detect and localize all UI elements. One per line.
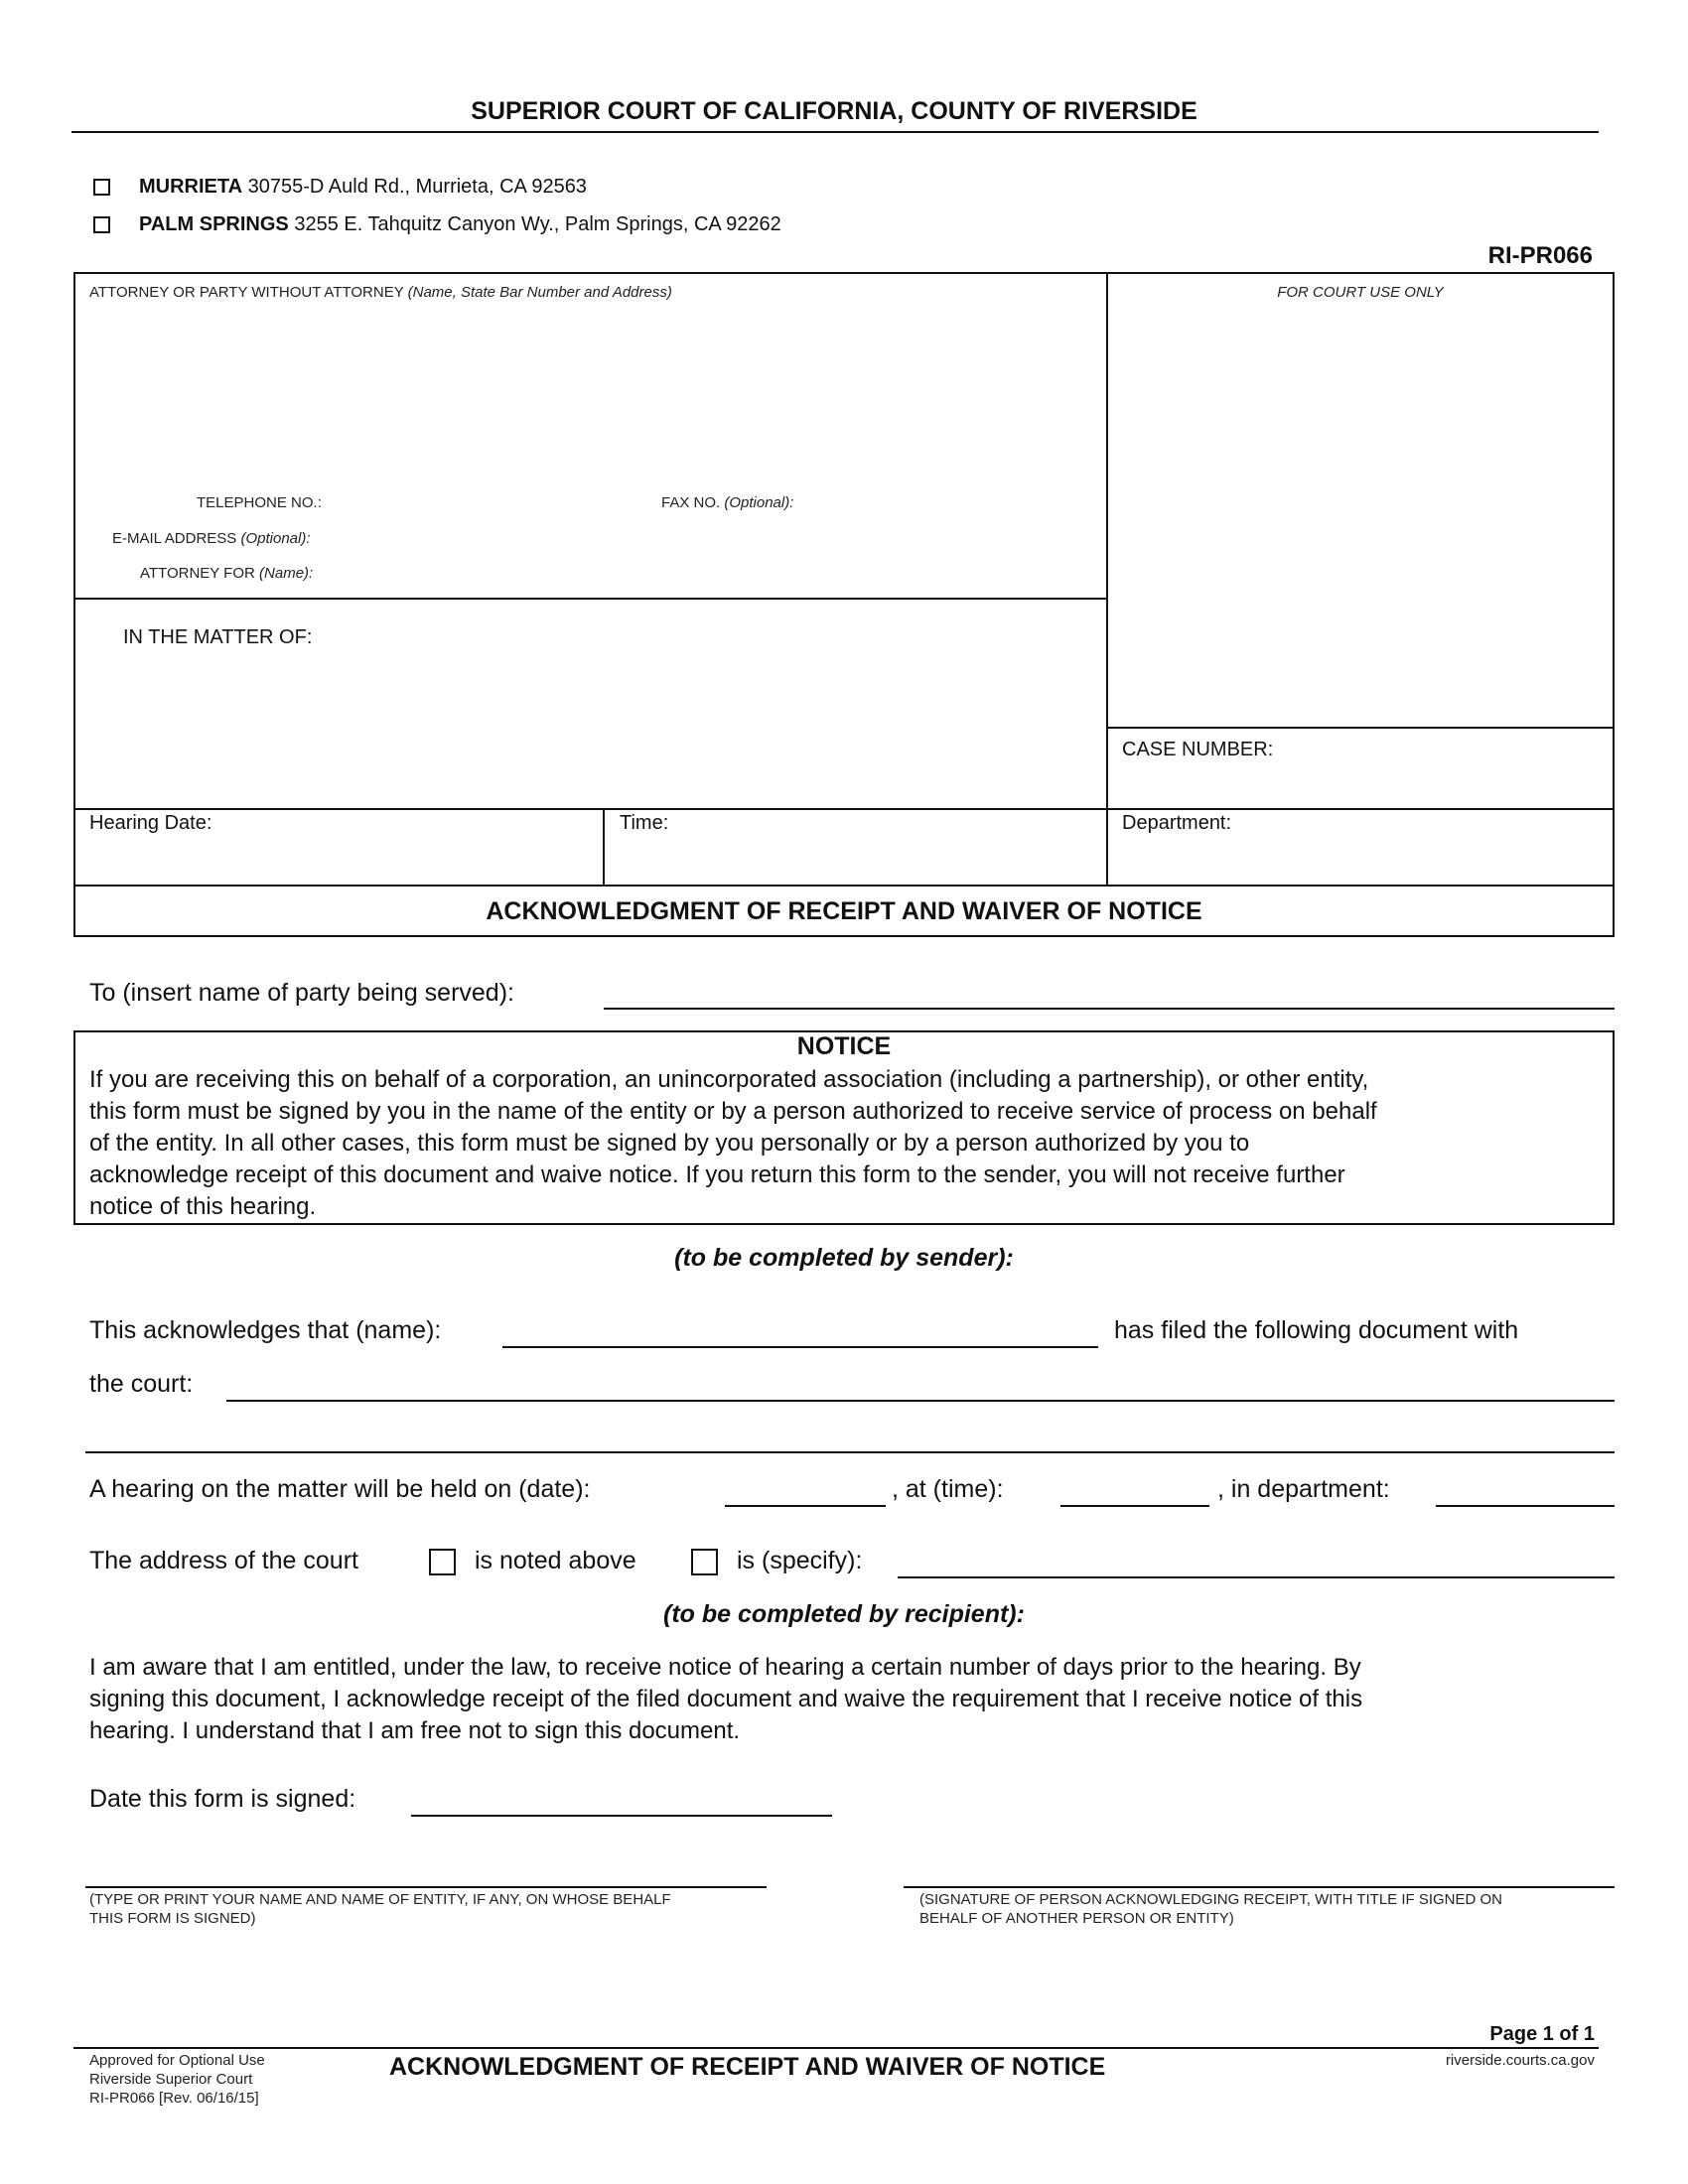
approved-line: Approved for Optional Use <box>89 2052 265 2069</box>
to-underline[interactable] <box>604 1008 1615 1010</box>
attorney-for-label-note: (Name): <box>259 565 314 582</box>
specify-underline[interactable] <box>898 1576 1615 1578</box>
email-label <box>112 530 311 547</box>
matter-label: IN THE MATTER OF: <box>123 626 313 648</box>
ack-suffix: has filed the following document with <box>1114 1316 1519 1344</box>
footer-rule <box>73 2047 1599 2049</box>
notice-line: notice of this hearing. <box>89 1193 317 1220</box>
document-underline-1[interactable] <box>226 1400 1615 1402</box>
page-number: Page 1 of 1 <box>1489 2023 1595 2045</box>
attorney-bottom-rule <box>73 598 1108 600</box>
noted-above-checkbox[interactable] <box>429 1549 456 1575</box>
header-rule <box>71 131 1599 133</box>
attorney-label-text: ATTORNEY OR PARTY WITHOUT ATTORNEY <box>89 284 404 301</box>
fax-label-text: FAX NO. <box>661 494 721 511</box>
signature-caption-line: (SIGNATURE OF PERSON ACKNOWLEDGING RECEIPT, WITH TITLE IF SIGNED ON <box>919 1891 1503 1908</box>
printed-name-caption-line: THIS FORM IS SIGNED) <box>89 1910 256 1927</box>
notice-line: this form must be signed by you in the name of the entity or by a person authorized to receive service of process on behalf <box>89 1098 1377 1125</box>
document-underline-2[interactable] <box>85 1451 1615 1453</box>
hearing-row-top-rule <box>73 808 1615 810</box>
signature-line[interactable] <box>904 1886 1615 1888</box>
recipient-heading: (to be completed by recipient): <box>663 1600 1025 1628</box>
case-number-top-rule <box>1106 727 1615 729</box>
hearing-time-underline[interactable] <box>1060 1505 1209 1507</box>
attorney-label-note: (Name, State Bar Number and Address) <box>407 284 672 301</box>
website[interactable]: riverside.courts.ca.gov <box>1445 2052 1595 2069</box>
address-label: The address of the court <box>89 1547 358 1574</box>
telephone-label: TELEPHONE NO.: <box>197 494 322 511</box>
notice-line: of the entity. In all other cases, this form must be signed by you personally or by a person authorized by you to <box>89 1130 1250 1157</box>
approved-note <box>89 2051 265 2108</box>
at-time-label: , at (time): <box>892 1475 1004 1503</box>
murrieta-location <box>139 176 587 199</box>
time-label: Time: <box>620 812 669 834</box>
printed-name-line[interactable] <box>85 1886 767 1888</box>
murrieta-name: MURRIETA <box>139 176 243 198</box>
ack-prefix: This acknowledges that (name): <box>89 1316 442 1344</box>
attorney-label <box>89 284 672 301</box>
court-use-label: FOR COURT USE ONLY <box>1277 284 1444 301</box>
footer-title: ACKNOWLEDGMENT OF RECEIPT AND WAIVER OF NOTICE <box>389 2053 1106 2081</box>
court-label: the court: <box>89 1370 194 1398</box>
hearing-department-underline[interactable] <box>1436 1505 1615 1507</box>
email-label-note: (Optional): <box>240 530 311 547</box>
caption-vertical-divider <box>1106 272 1108 887</box>
notice-line: acknowledge receipt of this document and waive notice. If you return this form to the sender, you will not receive further <box>89 1161 1345 1188</box>
printed-name-caption <box>89 1890 671 1928</box>
attorney-for-label <box>140 565 313 582</box>
murrieta-checkbox[interactable] <box>93 179 110 196</box>
ack-name-underline[interactable] <box>502 1346 1098 1348</box>
printed-name-caption-line: (TYPE OR PRINT YOUR NAME AND NAME OF ENTITY, IF ANY, ON WHOSE BEHALF <box>89 1891 671 1908</box>
hearing-date-underline[interactable] <box>725 1505 886 1507</box>
murrieta-address: 30755-D Auld Rd., Murrieta, CA 92563 <box>247 176 587 198</box>
approved-line: Riverside Superior Court <box>89 2071 253 2088</box>
caption-box <box>73 272 1615 937</box>
in-department-label: , in department: <box>1217 1475 1390 1503</box>
hearing-date-label: Hearing Date: <box>89 812 212 834</box>
case-number-label: CASE NUMBER: <box>1122 739 1274 760</box>
hearing-prefix: A hearing on the matter will be held on (date): <box>89 1475 591 1503</box>
palm-springs-location <box>139 213 781 236</box>
court-title: SUPERIOR COURT OF CALIFORNIA, COUNTY OF RIVERSIDE <box>471 97 1197 125</box>
palm-springs-checkbox[interactable] <box>93 216 110 233</box>
recipient-line: signing this document, I acknowledge receipt of the filed document and waive the requirement that I receive notice of this <box>89 1686 1363 1712</box>
date-signed-underline[interactable] <box>411 1815 832 1817</box>
specify-label: is (specify): <box>737 1547 863 1574</box>
sender-heading: (to be completed by sender): <box>674 1244 1014 1272</box>
specify-checkbox[interactable] <box>691 1549 718 1575</box>
department-label: Department: <box>1122 812 1232 834</box>
title-row-top-rule <box>73 885 1615 887</box>
palm-springs-address: 3255 E. Tahquitz Canyon Wy., Palm Springs, CA 92262 <box>294 213 781 235</box>
recipient-line: I am aware that I am entitled, under the law, to receive notice of hearing a certain number of days prior to the hearing. By <box>89 1654 1361 1681</box>
signature-caption <box>919 1890 1502 1928</box>
signature-caption-line: BEHALF OF ANOTHER PERSON OR ENTITY) <box>919 1910 1234 1927</box>
hearing-time-divider <box>603 808 605 887</box>
noted-above-label: is noted above <box>475 1547 636 1574</box>
attorney-for-label-text: ATTORNEY FOR <box>140 565 255 582</box>
form-title: ACKNOWLEDGMENT OF RECEIPT AND WAIVER OF NOTICE <box>486 897 1202 925</box>
notice-body <box>89 1064 1609 1223</box>
notice-heading: NOTICE <box>796 1032 892 1060</box>
recipient-line: hearing. I understand that I am free not to sign this document. <box>89 1717 741 1744</box>
fax-label <box>661 494 793 511</box>
palm-springs-name: PALM SPRINGS <box>139 213 289 235</box>
approved-line: RI-PR066 [Rev. 06/16/15] <box>89 2090 259 2107</box>
recipient-body <box>89 1652 1618 1747</box>
date-signed-label: Date this form is signed: <box>89 1785 356 1813</box>
fax-label-note: (Optional): <box>724 494 794 511</box>
form-number: RI-PR066 <box>1487 242 1593 269</box>
notice-line: If you are receiving this on behalf of a corporation, an unincorporated association (including a partnership), or other entity, <box>89 1066 1369 1093</box>
email-label-text: E-MAIL ADDRESS <box>112 530 237 547</box>
to-label: To (insert name of party being served): <box>89 979 514 1007</box>
